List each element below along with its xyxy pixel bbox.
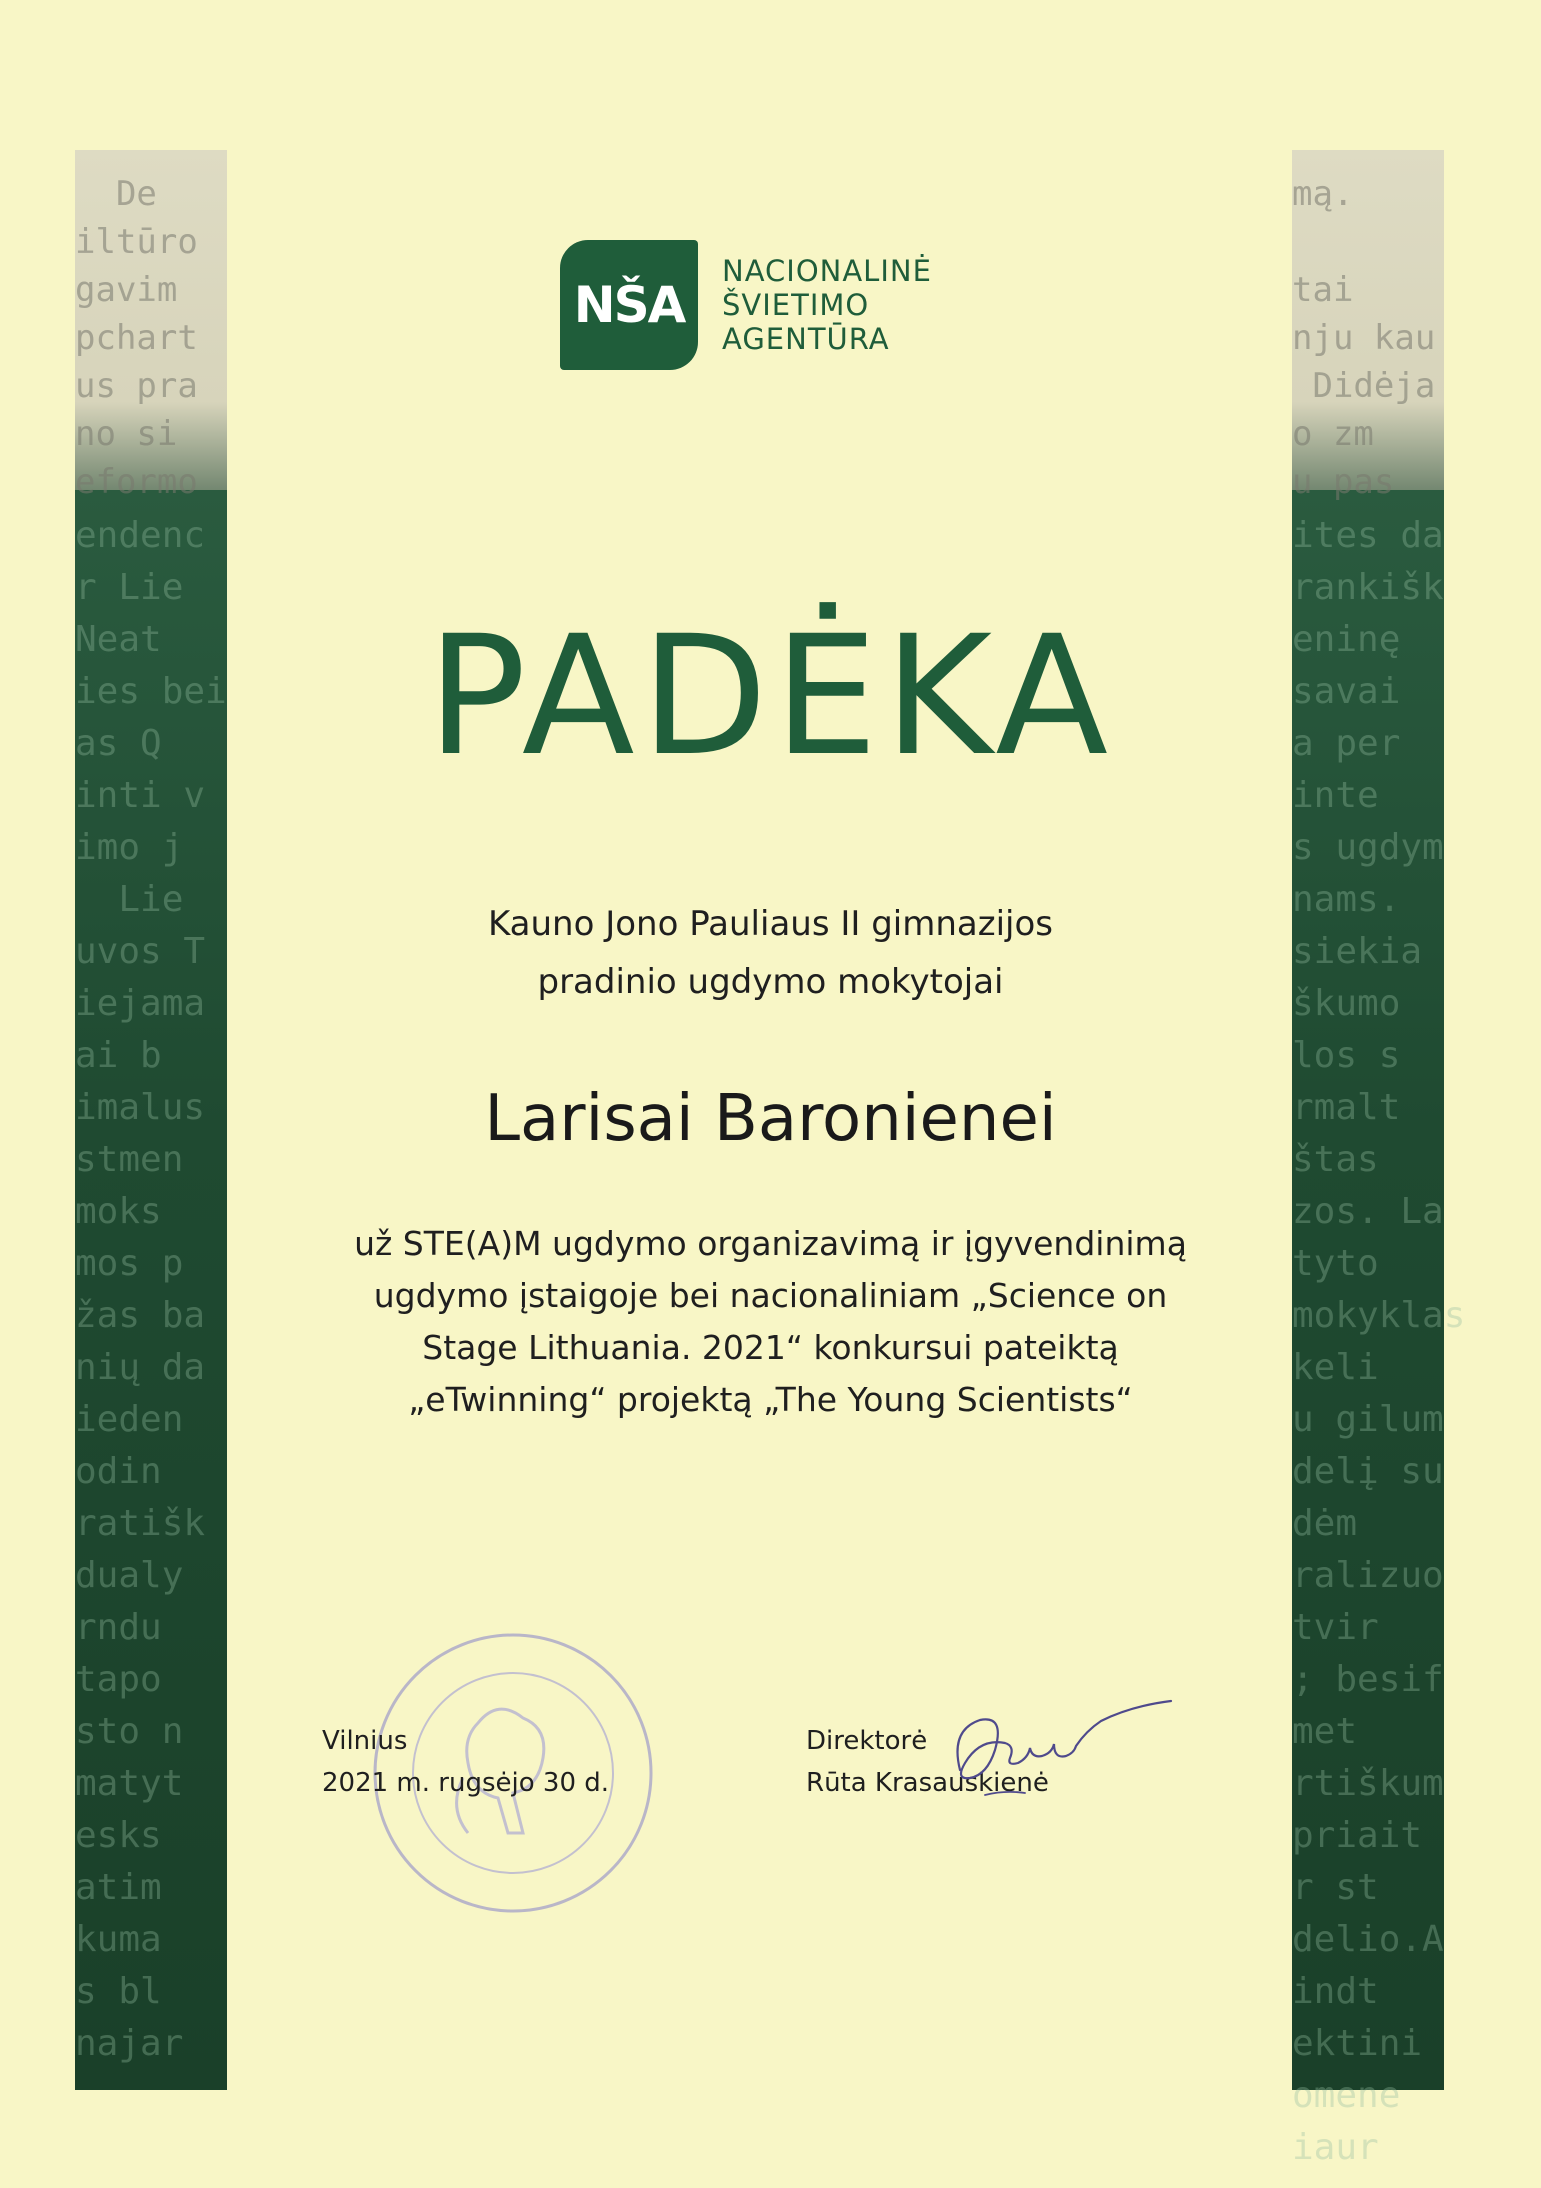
recipient-desc-line-1: Kauno Jono Pauliaus II gimnazijos (487, 904, 1054, 944)
recipient-desc-line-2: pradinio ugdymo mokytojai (537, 962, 1004, 1002)
reason-line-1: už STE(A)M ugdymo organizavimą ir įgyvendinimą (354, 1224, 1187, 1263)
place-and-date (322, 1720, 609, 1804)
left-column-dark-texture: endenc r Lie Neat ies bei as Q inti v imo j Lie uvos T iejama ai b imalus stmen moks mos p žas ba nių da ieden odin ratišk dualy rndu tapo sto n matyt esks atim kuma s bl najar (75, 515, 227, 2064)
signer-title: Direktorė (806, 1726, 928, 1756)
reason-line-2: ugdymo įstaigoje bei nacionaliniam „Science on (373, 1276, 1168, 1315)
left-column-typewriter-texture: De iltūro gavim pchart us pra no si eformo (75, 174, 198, 502)
right-column-dark-texture: ites da rankišk eninę savai a per inte s ugdym nams. siekia škumo los s rmalt štas zos. La tyto mokyklas keli u gilum delį su dėm ralizuo tvir ; besif met rtiškum priait r st delio.A indt ektini omene iaur (1292, 515, 1466, 2168)
logo-line-3: AGENTŪRA (722, 322, 890, 356)
logo-mark: NŠA (560, 240, 698, 370)
reason-line-3: Stage Lithuania. 2021“ konkursui pateiktą (422, 1328, 1119, 1367)
right-column-typewriter-texture: mą. tai nju kau Didėja o zm u pas (1292, 174, 1436, 502)
handwritten-signature (940, 1700, 1170, 1810)
signer-name: Rūta Krasauskienė (806, 1768, 1049, 1798)
certificate-title: PADĖKA (426, 600, 1115, 792)
award-reason (0, 1218, 1541, 1426)
recipient-name: Larisai Baronienei (484, 1082, 1057, 1156)
reason-line-4: „eTwinning“ projektą „The Young Scientists“ (408, 1380, 1133, 1419)
logo-line-2: ŠVIETIMO (722, 288, 870, 322)
logo-line-1: NACIONALINĖ (722, 254, 932, 288)
logo-wordmark (722, 254, 932, 356)
date: 2021 m. rugsėjo 30 d. (322, 1768, 610, 1798)
agency-logo (560, 240, 932, 370)
city: Vilnius (322, 1726, 408, 1756)
recipient-description (0, 895, 1541, 1011)
